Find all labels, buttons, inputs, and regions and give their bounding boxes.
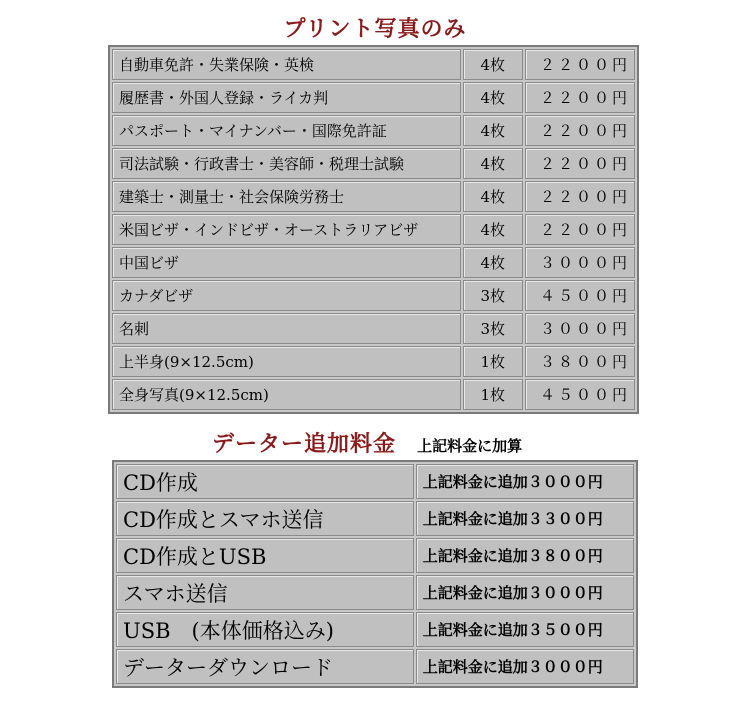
print-row (112, 214, 635, 245)
data-option-price: 上記料金に追加３３００円 (416, 501, 634, 536)
print-item-price: ４５００円 (525, 280, 635, 311)
data-section-heading (212, 427, 522, 458)
print-item-name: 司法試験・行政書士・美容師・税理士試験 (112, 148, 461, 179)
data-option-name: CD作成とUSB (116, 538, 414, 573)
print-item-name: パスポート・マイナンバー・国際免許証 (112, 115, 461, 146)
print-section-title: プリント写真のみ (283, 16, 467, 42)
data-fee-row (116, 538, 634, 573)
print-item-name: 米国ビザ・インドビザ・オーストラリアビザ (112, 214, 461, 245)
print-item-quantity: 4枚 (463, 214, 523, 245)
data-option-price: 上記料金に追加３５００円 (416, 612, 634, 647)
print-item-quantity: 1枚 (463, 346, 523, 377)
print-item-price: ２２００円 (525, 82, 635, 113)
print-item-price: ２２００円 (525, 148, 635, 179)
print-row (112, 313, 635, 344)
data-option-name: CD作成とスマホ送信 (116, 501, 414, 536)
print-item-price: ２２００円 (525, 115, 635, 146)
print-item-price: ４５００円 (525, 379, 635, 410)
print-row (112, 82, 635, 113)
print-item-name: 全身写真(9×12.5cm) (112, 379, 461, 410)
data-fee-row (116, 464, 634, 499)
print-price-table (108, 45, 639, 414)
data-option-price: 上記料金に追加３０００円 (416, 649, 634, 684)
print-item-quantity: 4枚 (463, 247, 523, 278)
data-option-name: データーダウンロード (116, 649, 414, 684)
data-option-price: 上記料金に追加３０００円 (416, 464, 634, 499)
print-row (112, 49, 635, 80)
data-section-subtitle: 上記料金に加算 (417, 437, 523, 455)
print-item-price: ２２００円 (525, 181, 635, 212)
print-item-price: ３０００円 (525, 247, 635, 278)
print-item-price: ２２００円 (525, 214, 635, 245)
data-option-name: USB (本体価格込み) (116, 612, 414, 647)
print-item-name: カナダビザ (112, 280, 461, 311)
print-item-price: ３０００円 (525, 313, 635, 344)
print-item-price: ３８００円 (525, 346, 635, 377)
data-option-name: CD作成 (116, 464, 414, 499)
print-item-name: 上半身(9×12.5cm) (112, 346, 461, 377)
print-item-price: ２２００円 (525, 49, 635, 80)
data-option-name: スマホ送信 (116, 575, 414, 610)
data-option-price: 上記料金に追加３０００円 (416, 575, 634, 610)
print-item-name: 自動車免許・失業保険・英検 (112, 49, 461, 80)
data-fee-row (116, 575, 634, 610)
data-fee-table (112, 460, 638, 688)
data-fee-row (116, 612, 634, 647)
print-item-name: 中国ビザ (112, 247, 461, 278)
print-row (112, 247, 635, 278)
print-item-quantity: 1枚 (463, 379, 523, 410)
print-item-quantity: 3枚 (463, 280, 523, 311)
print-row (112, 115, 635, 146)
print-row (112, 280, 635, 311)
print-item-quantity: 3枚 (463, 313, 523, 344)
print-item-name: 名刺 (112, 313, 461, 344)
print-item-quantity: 4枚 (463, 49, 523, 80)
print-item-name: 履歴書・外国人登録・ライカ判 (112, 82, 461, 113)
data-section-title: データー追加料金 (212, 431, 397, 457)
print-item-quantity: 4枚 (463, 148, 523, 179)
print-item-quantity: 4枚 (463, 115, 523, 146)
print-row (112, 379, 635, 410)
print-row (112, 346, 635, 377)
data-fee-row (116, 501, 634, 536)
data-option-price: 上記料金に追加３８００円 (416, 538, 634, 573)
print-row (112, 148, 635, 179)
data-fee-row (116, 649, 634, 684)
print-item-quantity: 4枚 (463, 82, 523, 113)
print-item-name: 建築士・測量士・社会保険労務士 (112, 181, 461, 212)
print-item-quantity: 4枚 (463, 181, 523, 212)
print-row (112, 181, 635, 212)
